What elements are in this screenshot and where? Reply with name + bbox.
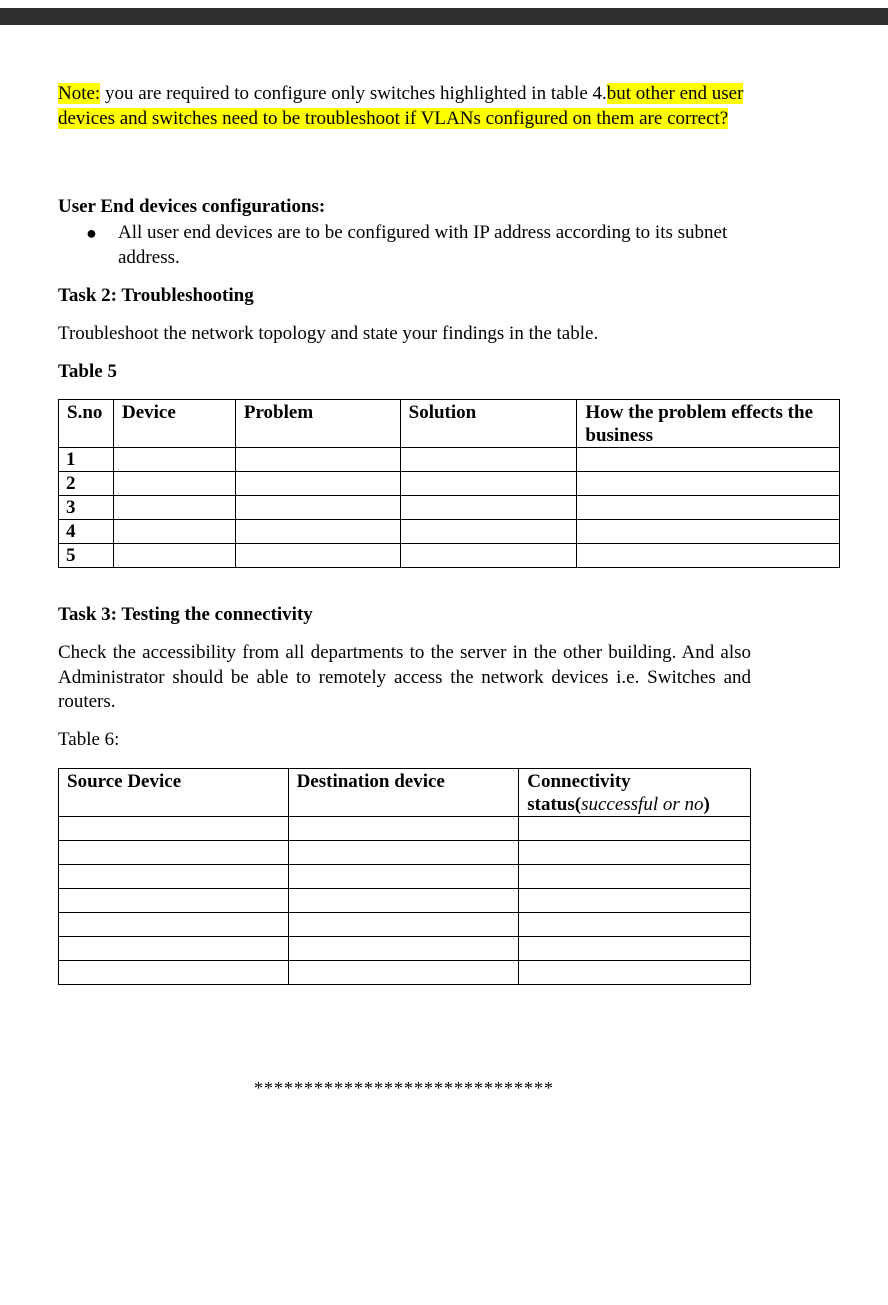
- row-number: 1: [59, 448, 114, 472]
- task3-description: Check the accessibility from all departments to the server in the other building. And also Administrator should be able to remotely access the network devices i.e. Switches and routers.: [58, 642, 751, 712]
- col-header-source: Source Device: [59, 769, 289, 817]
- table-row: [59, 913, 751, 937]
- row-number: 5: [59, 544, 114, 568]
- table-row: [59, 544, 840, 568]
- table-5: [58, 399, 840, 568]
- user-end-list: [86, 221, 736, 270]
- table-row: [59, 865, 751, 889]
- col-header-connectivity: Connectivity status(successful or no): [519, 769, 751, 817]
- row-number: 2: [59, 472, 114, 496]
- col-header-device: Device: [113, 400, 235, 448]
- table-6: [58, 768, 751, 985]
- list-item: ● All user end devices are to be configured with IP address according to its subnet address.: [86, 222, 728, 268]
- col-header-destination: Destination device: [288, 769, 519, 817]
- bullet-dot-icon: ●: [86, 223, 97, 243]
- table-row: [59, 496, 840, 520]
- col-header-sno: S.no: [59, 400, 114, 448]
- viewer-top-bar: [0, 8, 888, 25]
- table-row: [59, 817, 751, 841]
- note-label: Note:: [58, 83, 101, 104]
- table-row: [59, 937, 751, 961]
- table-row: [59, 889, 751, 913]
- row-number: 4: [59, 520, 114, 544]
- col-header-problem: Problem: [235, 400, 400, 448]
- task3-heading: Task 3: Testing the connectivity: [58, 604, 313, 625]
- task2-heading: Task 2: Troubleshooting: [58, 285, 254, 306]
- user-end-heading: User End devices configurations:: [58, 196, 326, 217]
- table-row: [59, 841, 751, 865]
- table5-caption: Table 5: [58, 361, 117, 382]
- table-header-row: [59, 400, 840, 448]
- table-row: [59, 961, 751, 985]
- note-text-highlight: but other end user devices and switches need to be troubleshoot if VLANs configured on them are correct?: [58, 83, 744, 129]
- table-header-row: [59, 769, 751, 817]
- table6-caption: Table 6:: [58, 729, 120, 750]
- end-separator: ******************************: [254, 1078, 554, 1098]
- table-row: [59, 520, 840, 544]
- table-row: [59, 448, 840, 472]
- row-number: 3: [59, 496, 114, 520]
- col-header-solution: Solution: [400, 400, 577, 448]
- col-header-effect: How the problem effects the business: [577, 400, 840, 448]
- task2-description: Troubleshoot the network topology and state your findings in the table.: [58, 323, 599, 344]
- table-row: [59, 472, 840, 496]
- note-text-plain: you are required to configure only switches highlighted in table 4.: [104, 83, 607, 104]
- note-paragraph: [58, 82, 758, 131]
